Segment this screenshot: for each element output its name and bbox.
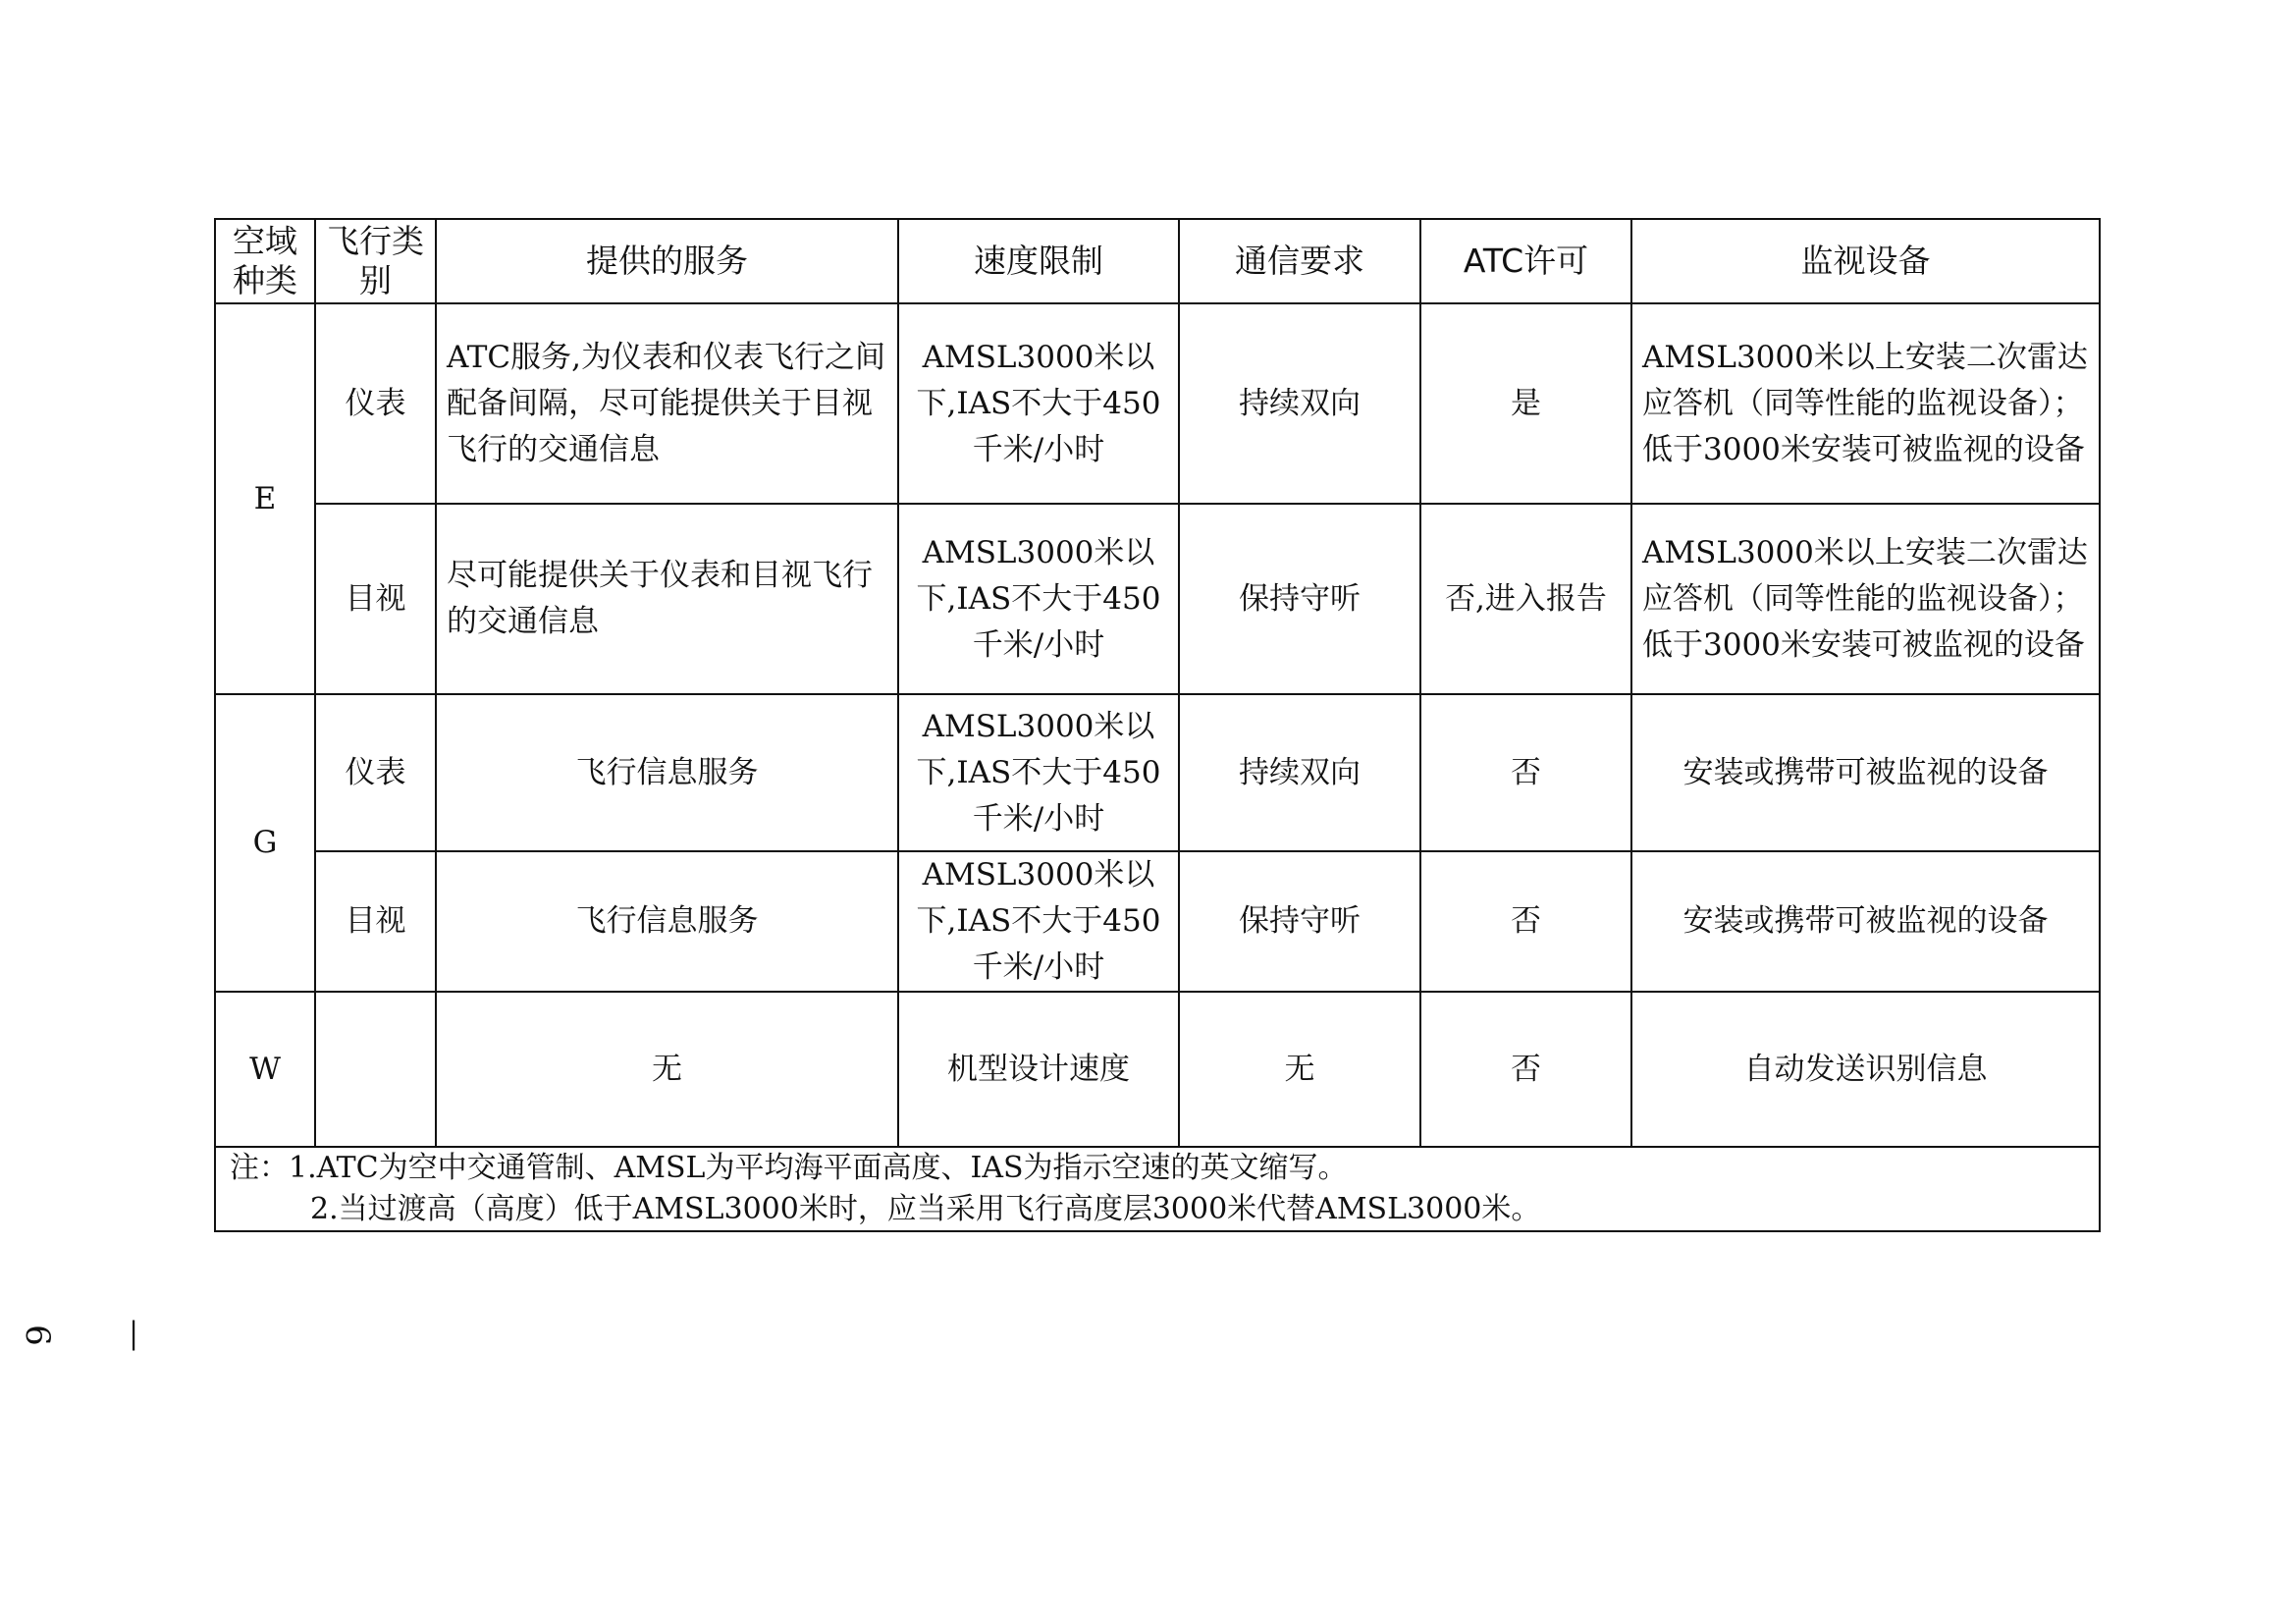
comm-cell: 无 [1179,992,1420,1147]
speed-cell: 机型设计速度 [898,992,1179,1147]
header-atc-clearance: ATC许可 [1420,219,1631,303]
surveillance-cell: 安装或携带可被监视的设备 [1631,694,2100,851]
header-service: 提供的服务 [436,219,898,303]
airspace-table [214,218,2101,1232]
speed-cell: AMSL3000米以下,IAS不大于450千米/小时 [898,504,1179,694]
service-cell: 无 [436,992,898,1147]
atc-cell: 是 [1420,303,1631,504]
surveillance-cell: AMSL3000米以上安装二次雷达应答机（同等性能的监视设备）；低于3000米安装可被监视的设备 [1631,303,2100,504]
service-cell: 尽可能提供关于仪表和目视飞行的交通信息 [436,504,898,694]
table-row [215,992,2100,1147]
comm-cell: 保持守听 [1179,851,1420,992]
flight-category-cell: 目视 [315,504,436,694]
flight-category-cell: 仪表 [315,694,436,851]
service-cell: 飞行信息服务 [436,851,898,992]
comm-cell: 保持守听 [1179,504,1420,694]
surveillance-cell: 自动发送识别信息 [1631,992,2100,1147]
speed-cell: AMSL3000米以下,IAS不大于450千米/小时 [898,851,1179,992]
notes-row [215,1147,2100,1231]
note-line-1: 注：1.ATC为空中交通管制、AMSL为平均海平面高度、IAS为指示空速的英文缩写。 [230,1151,1348,1185]
header-flight-category: 飞行类别 [315,219,436,303]
note-line-2: 2.当过渡高（高度）低于AMSL3000米时，应当采用飞行高度层3000米代替AMSL3000米。 [310,1192,1541,1226]
flight-category-cell: 仪表 [315,303,436,504]
airspace-cell: G [215,694,315,992]
header-surveillance: 监视设备 [1631,219,2100,303]
header-speed-limit: 速度限制 [898,219,1179,303]
flight-category-cell: 目视 [315,851,436,992]
service-cell: ATC服务,为仪表和仪表飞行之间配备间隔，尽可能提供关于目视飞行的交通信息 [436,303,898,504]
header-comm-requirement: 通信要求 [1179,219,1420,303]
surveillance-cell: 安装或携带可被监视的设备 [1631,851,2100,992]
flight-category-cell [315,992,436,1147]
service-cell: 飞行信息服务 [436,694,898,851]
airspace-cell: W [215,992,315,1147]
table-notes [215,1147,2100,1231]
page-number: —6 [18,1319,155,1352]
airspace-cell: E [215,303,315,694]
atc-cell: 否 [1420,851,1631,992]
surveillance-cell: AMSL3000米以上安装二次雷达应答机（同等性能的监视设备）；低于3000米安装可被监视的设备 [1631,504,2100,694]
header-airspace: 空域种类 [215,219,315,303]
table-row [215,694,2100,851]
table-row [215,504,2100,694]
atc-cell: 否,进入报告 [1420,504,1631,694]
table-row [215,851,2100,992]
table-row [215,303,2100,504]
speed-cell: AMSL3000米以下,IAS不大于450千米/小时 [898,303,1179,504]
comm-cell: 持续双向 [1179,303,1420,504]
speed-cell: AMSL3000米以下,IAS不大于450千米/小时 [898,694,1179,851]
atc-cell: 否 [1420,694,1631,851]
atc-cell: 否 [1420,992,1631,1147]
comm-cell: 持续双向 [1179,694,1420,851]
header-row [215,219,2100,303]
